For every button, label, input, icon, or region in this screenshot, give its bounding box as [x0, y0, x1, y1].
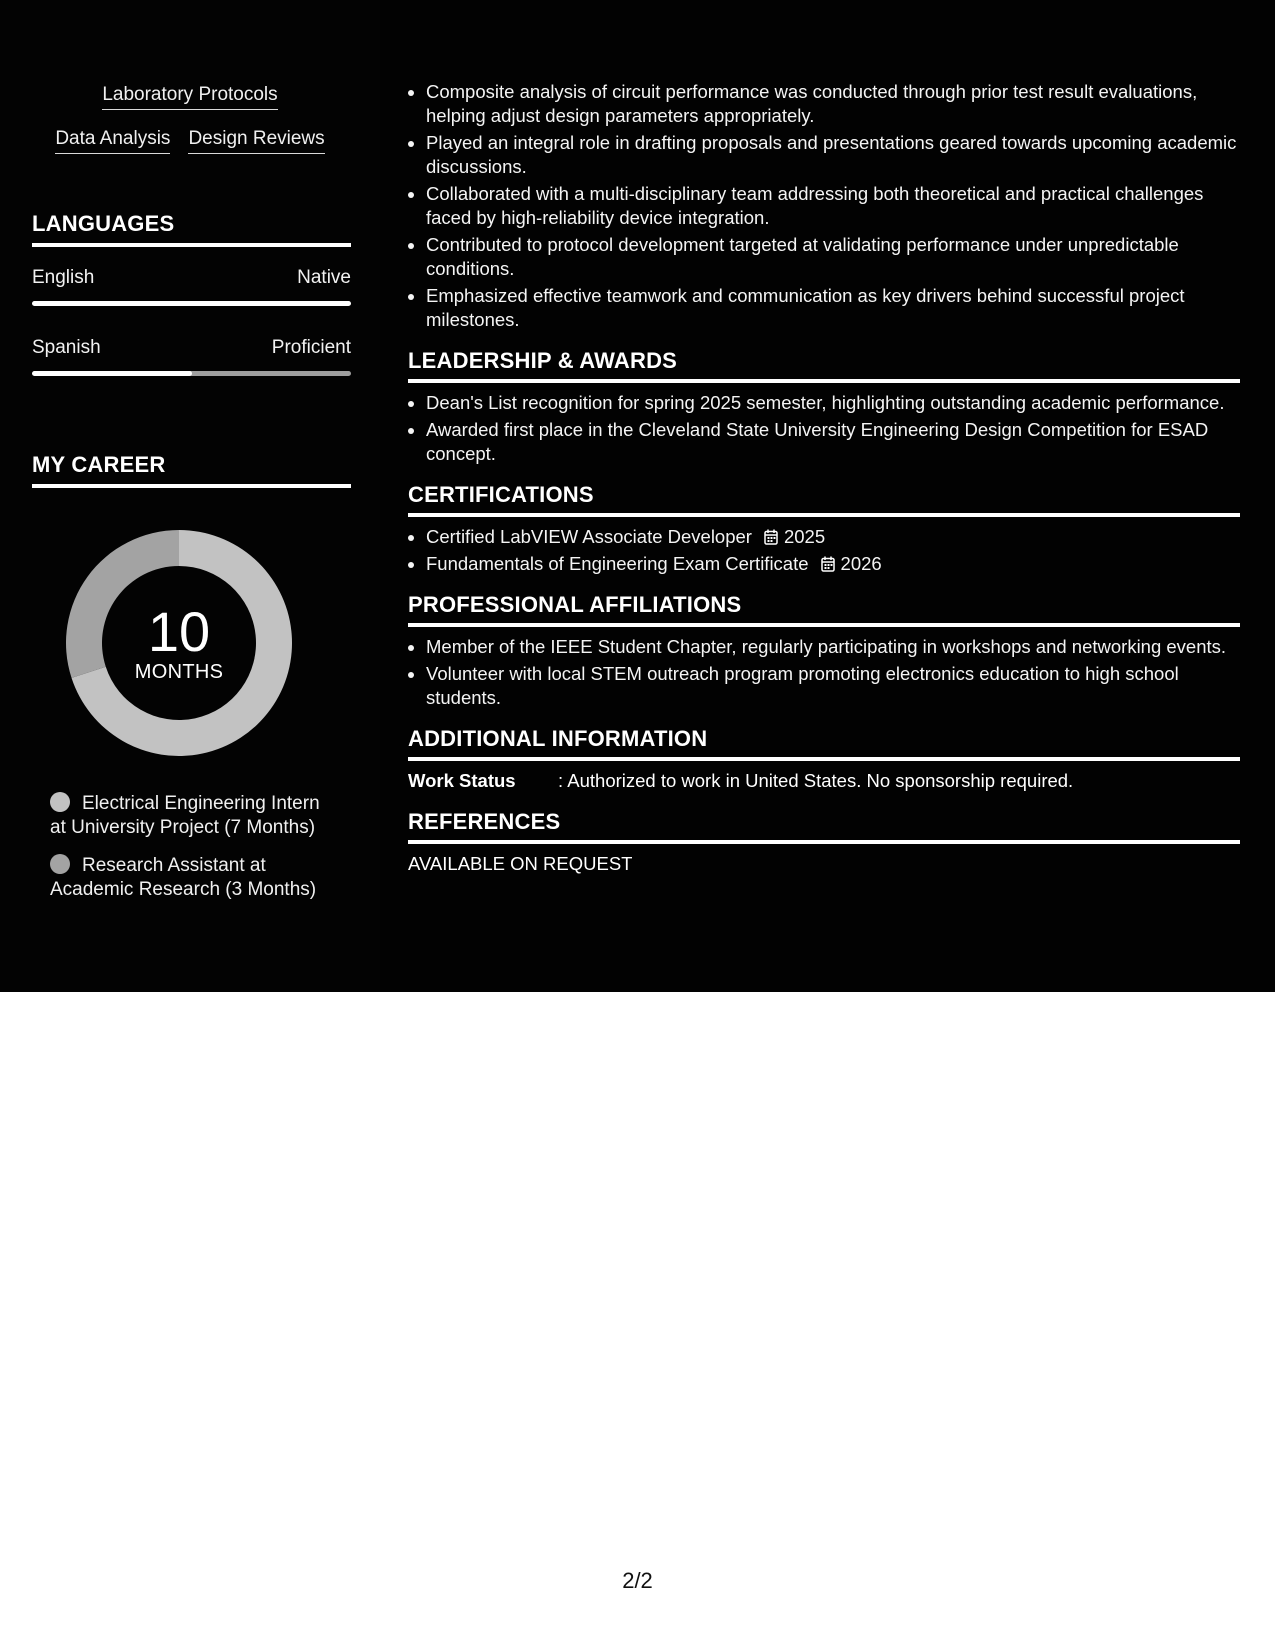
affiliations-title: PROFESSIONAL AFFILIATIONS — [408, 592, 1240, 627]
career-legend-label: Electrical Engineering Intern at University Project (7 Months) — [50, 793, 320, 838]
list-item: • Dean's List recognition for spring 2025 semester, highlighting outstanding academic performance. — [426, 391, 1240, 415]
list-item: • Composite analysis of circuit performance was conducted through prior test result evaluations, helping adjust design parameters appropriately. — [426, 80, 1240, 128]
list-item: • Volunteer with local STEM outreach program promoting electronics education to high school students. — [426, 662, 1240, 710]
language-bar — [32, 301, 351, 306]
skills-row — [0, 84, 380, 110]
donut-center — [66, 530, 292, 756]
languages-title: LANGUAGES — [32, 211, 351, 247]
certification-year: 2026 — [840, 553, 882, 574]
language-level: Native — [297, 267, 351, 288]
certification-name: Fundamentals of Engineering Exam Certificate — [426, 553, 809, 574]
career-title: MY CAREER — [32, 452, 351, 488]
list-item: • Collaborated with a multi-disciplinary team addressing both theoretical and practical challenges faced by high-reliability device integration. — [426, 182, 1240, 230]
work-status-label: Work Status — [408, 770, 516, 791]
references-text: AVAILABLE ON REQUEST — [408, 853, 633, 874]
career-donut-chart — [66, 530, 292, 756]
skills-tags — [0, 84, 380, 172]
career-total-unit: MONTHS — [134, 660, 224, 683]
language-bar — [32, 371, 351, 376]
legend-dot — [50, 792, 70, 812]
language-level: Proficient — [271, 337, 351, 358]
list-item: • Contributed to protocol development targeted at validating performance under unpredictable conditions. — [426, 233, 1240, 281]
calendar-icon — [821, 556, 835, 572]
language-bar-fill — [32, 371, 192, 376]
skill-tag: Data Analysis — [55, 128, 170, 154]
main-content — [408, 80, 1240, 876]
list-item: • Member of the IEEE Student Chapter, regularly participating in workshops and networking events. — [426, 635, 1240, 659]
experience-bullets — [408, 80, 1240, 332]
list-item: • Played an integral role in drafting proposals and presentations geared towards upcoming academic discussions. — [426, 131, 1240, 179]
certification-name: Certified LabVIEW Associate Developer — [426, 526, 752, 547]
certifications-list — [408, 525, 1240, 576]
work-status-value: : Authorized to work in United States. No sponsorship required. — [558, 770, 1074, 791]
legend-dot — [50, 854, 70, 874]
page-number: 2/2 — [622, 1568, 653, 1593]
skill-tag: Design Reviews — [188, 128, 324, 154]
affiliations-list — [408, 635, 1240, 710]
references-title: REFERENCES — [408, 809, 1240, 844]
list-item: • Emphasized effective teamwork and communication as key drivers behind successful project milestones. — [426, 284, 1240, 332]
leadership-list — [408, 391, 1240, 466]
work-status-row — [408, 769, 1240, 793]
certification-year: 2025 — [783, 526, 826, 547]
calendar-icon — [764, 529, 778, 545]
skill-tag: Laboratory Protocols — [102, 84, 277, 110]
language-english — [32, 267, 351, 306]
career-legend-item — [50, 792, 340, 840]
skills-row — [0, 128, 380, 154]
certification-item — [426, 552, 1240, 576]
list-item: • Awarded first place in the Cleveland State University Engineering Design Competition for ESAD concept. — [426, 418, 1240, 466]
language-bar-fill — [32, 301, 351, 306]
leadership-title: LEADERSHIP & AWARDS — [408, 348, 1240, 383]
certification-item — [426, 525, 1240, 549]
career-legend-item — [50, 854, 340, 902]
additional-info-title: ADDITIONAL INFORMATION — [408, 726, 1240, 761]
language-name: English — [32, 267, 95, 288]
language-spanish — [32, 337, 351, 376]
certifications-title: CERTIFICATIONS — [408, 482, 1240, 517]
career-total-number: 10 — [147, 599, 211, 663]
career-legend-label: Research Assistant at Academic Research (3 Months) — [50, 855, 317, 900]
language-name: Spanish — [32, 337, 101, 358]
left-sidebar — [0, 0, 380, 992]
